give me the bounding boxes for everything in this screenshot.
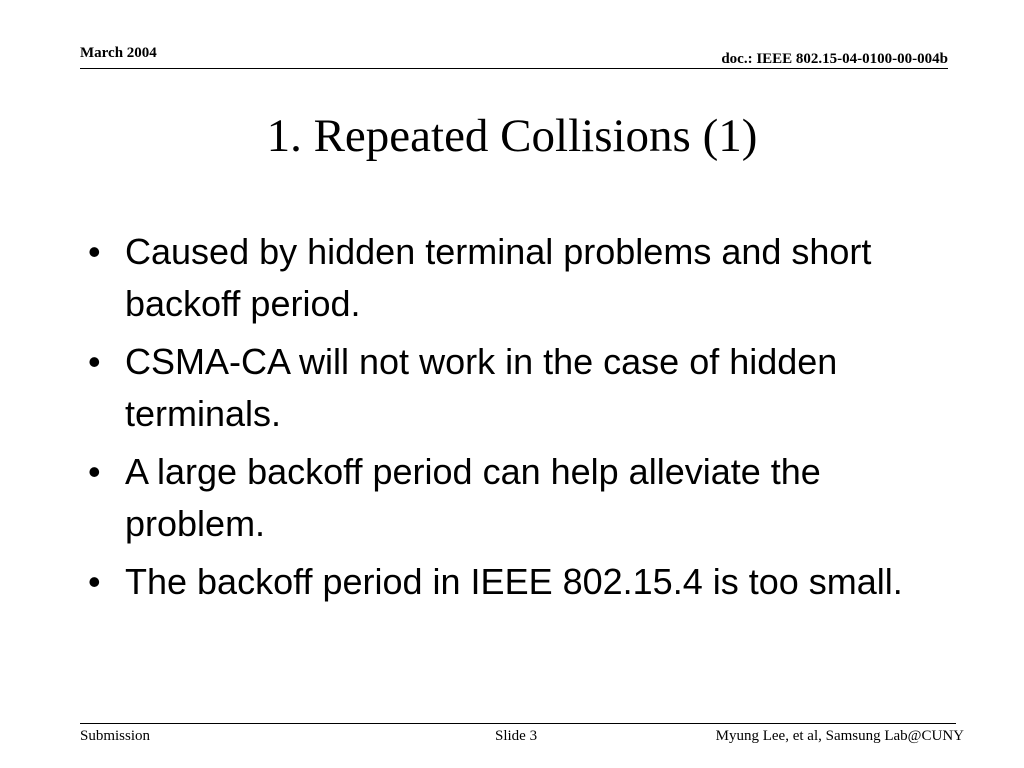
bullet-dot-icon: •: [88, 341, 101, 382]
header-date: March 2004: [80, 45, 157, 61]
bullet-text: A large backoff period can help alleviate the problem.: [125, 451, 821, 544]
header-document-id: doc.: IEEE 802.15-04-0100-00-004b: [721, 51, 948, 67]
footer-slide-number: Slide 3: [495, 728, 538, 744]
bullet-dot-icon: •: [88, 561, 101, 602]
bullet-item: [88, 446, 948, 550]
header-divider: [80, 68, 948, 69]
bullet-dot-icon: •: [88, 231, 101, 272]
bullet-text: CSMA-CA will not work in the case of hidden terminals.: [125, 341, 838, 434]
footer-divider: [80, 723, 956, 724]
bullet-list: [88, 226, 948, 614]
bullet-item: [88, 226, 948, 330]
slide-title: 1. Repeated Collisions (1): [266, 110, 758, 162]
footer-authors: Myung Lee, et al, Samsung Lab@CUNY: [715, 728, 964, 744]
bullet-item: [88, 556, 948, 608]
bullet-text: Caused by hidden terminal problems and short backoff period.: [125, 231, 872, 324]
bullet-item: [88, 336, 948, 440]
bullet-text: The backoff period in IEEE 802.15.4 is too small.: [125, 561, 903, 602]
bullet-dot-icon: •: [88, 451, 101, 492]
footer-submission: Submission: [80, 728, 151, 744]
